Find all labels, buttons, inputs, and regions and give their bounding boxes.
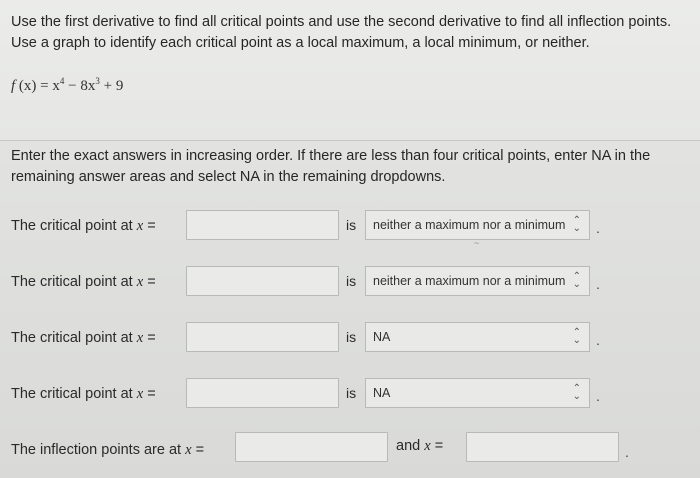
chevron-up-down-icon: ⌃ ⌄ bbox=[572, 215, 581, 234]
chevron-up-down-icon: ⌃ ⌄ bbox=[572, 327, 581, 346]
critical-point-4-label bbox=[11, 386, 156, 403]
is-label: is bbox=[346, 385, 357, 401]
critical-point-3-dropdown[interactable] bbox=[365, 322, 590, 352]
critical-point-1-dropdown[interactable] bbox=[365, 210, 590, 240]
critical-point-label-text: The critical point at bbox=[11, 386, 133, 402]
critical-point-4-dropdown[interactable] bbox=[365, 378, 590, 408]
minus-sign: − bbox=[68, 78, 77, 94]
critical-point-2-dropdown[interactable] bbox=[365, 266, 590, 296]
function-arg: (x) bbox=[18, 78, 37, 94]
inflection-label bbox=[11, 442, 204, 459]
function-name: f bbox=[11, 78, 16, 94]
inflection-point-1-input[interactable] bbox=[235, 432, 388, 462]
and-text: and bbox=[396, 438, 421, 454]
chevron-up-down-icon: ⌃ ⌄ bbox=[572, 271, 581, 290]
critical-point-3-input[interactable] bbox=[186, 322, 339, 352]
equals-sign: = bbox=[147, 274, 156, 290]
variable-x: x bbox=[136, 274, 144, 290]
period: . bbox=[596, 388, 600, 404]
equals-sign: = bbox=[434, 438, 444, 454]
critical-point-4-input[interactable] bbox=[186, 378, 339, 408]
term1-base: x bbox=[52, 78, 60, 94]
critical-point-1-input[interactable] bbox=[186, 210, 339, 240]
critical-point-label-text: The critical point at bbox=[11, 330, 133, 346]
equals-sign: = bbox=[147, 386, 156, 402]
is-label: is bbox=[346, 329, 357, 345]
critical-point-1-label bbox=[11, 218, 156, 235]
term3-constant: + 9 bbox=[103, 78, 124, 94]
variable-x: x bbox=[136, 386, 144, 402]
and-label bbox=[396, 438, 443, 455]
function-equals: = bbox=[40, 78, 49, 94]
period: . bbox=[625, 444, 629, 460]
chevron-up-down-icon: ⌃ ⌄ bbox=[572, 383, 581, 402]
dropdown-value: NA bbox=[373, 386, 391, 400]
answer-instructions: Enter the exact answers in increasing order. If there are less than four critical points, enter NA in the remaining answer areas and select NA in the remaining dropdowns. bbox=[11, 148, 651, 185]
variable-x: x bbox=[185, 442, 192, 458]
dropdown-value: NA bbox=[373, 330, 391, 344]
is-label: is bbox=[346, 217, 357, 233]
term2-coef: 8x bbox=[80, 78, 96, 94]
inflection-label-text: The inflection points are at bbox=[11, 442, 182, 458]
variable-x: x bbox=[424, 438, 431, 454]
period: . bbox=[596, 276, 600, 292]
period: . bbox=[596, 332, 600, 348]
instructions-text: Use the first derivative to find all critical points and use the second derivative to find all inflection points. Use a graph to identify each critical point as a local maximum, a local minimum, or neither. bbox=[11, 14, 672, 51]
critical-point-3-label bbox=[11, 330, 156, 347]
variable-x: x bbox=[136, 218, 144, 234]
critical-point-label-text: The critical point at bbox=[11, 274, 133, 290]
equals-sign: = bbox=[147, 218, 156, 234]
critical-point-2-input[interactable] bbox=[186, 266, 339, 296]
function-definition bbox=[11, 76, 123, 95]
equals-sign: = bbox=[195, 442, 205, 458]
critical-point-label-text: The critical point at bbox=[11, 218, 133, 234]
dropdown-value: neither a maximum nor a minimum bbox=[373, 274, 566, 288]
dropdown-value: neither a maximum nor a minimum bbox=[373, 218, 566, 232]
critical-point-2-label bbox=[11, 274, 156, 291]
period: . bbox=[596, 220, 600, 236]
term1-exponent: 4 bbox=[59, 76, 65, 86]
cursor-icon: ~ bbox=[474, 238, 480, 248]
answer-panel bbox=[0, 141, 700, 478]
term2-exponent: 3 bbox=[95, 76, 100, 86]
inflection-point-2-input[interactable] bbox=[466, 432, 619, 462]
variable-x: x bbox=[136, 330, 144, 346]
is-label: is bbox=[346, 273, 357, 289]
equals-sign: = bbox=[147, 330, 156, 346]
